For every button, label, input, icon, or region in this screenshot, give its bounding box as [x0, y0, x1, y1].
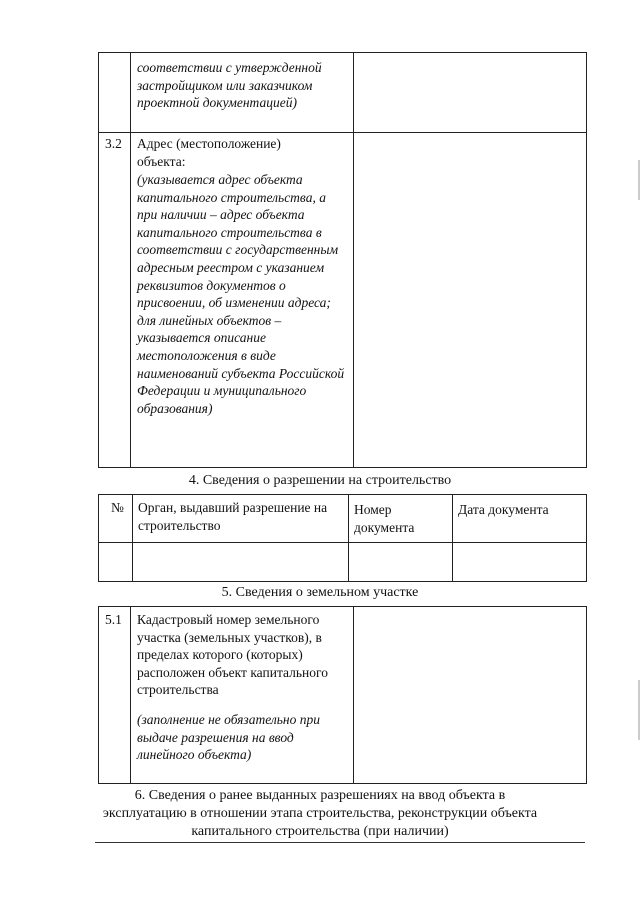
section4-heading: 4. Сведения о разрешении на строительство	[188, 473, 452, 488]
row-32-note: (указывается адрес объекта капитального строительства, а при наличии – адрес объекта капитального строительства в соответствии с государственным адресным реестром с указанием реквизитов документов о присвоении, об изменении адреса; для линейных объектов – указывается описание местоположения в виде наименований субъекта Российской Федерации и муниципального образования)	[137, 172, 345, 416]
table4-header-num: №	[111, 500, 124, 515]
table-section5	[98, 606, 587, 784]
row-cont-text: соответствии с утвержденной застройщиком или заказчиком проектной документацией)	[137, 60, 322, 111]
row-51-label: Кадастровый номер земельного участка (земельных участков), в пределах которого (которых) расположен объект капитального строительства	[137, 612, 328, 698]
row-51-note: (заполнение не обязательно при выдаче разрешения на ввод линейного объекта)	[137, 712, 320, 763]
section5-heading: 5. Сведения о земельном участке	[221, 585, 419, 600]
section6-heading-line3: капитального строительства (при наличии)	[191, 824, 449, 839]
table4-header-number: Номер документа	[354, 502, 415, 535]
row-51-number: 5.1	[105, 612, 122, 627]
row-32-label: Адрес (местоположение) объекта:	[137, 136, 281, 169]
table-section3	[98, 52, 587, 468]
table4-header-date: Дата документа	[458, 502, 549, 517]
row-32-number: 3.2	[105, 136, 122, 151]
section6-heading-line2: эксплуатацию в отношении этапа строительства, реконструкции объекта	[102, 806, 538, 821]
table4-header-organ: Орган, выдавший разрешение на строительство	[138, 500, 328, 533]
table-section4	[98, 494, 587, 582]
section6-heading-line1: 6. Сведения о ранее выданных разрешениях на ввод объекта в	[134, 788, 506, 803]
bottom-rule	[95, 842, 585, 843]
